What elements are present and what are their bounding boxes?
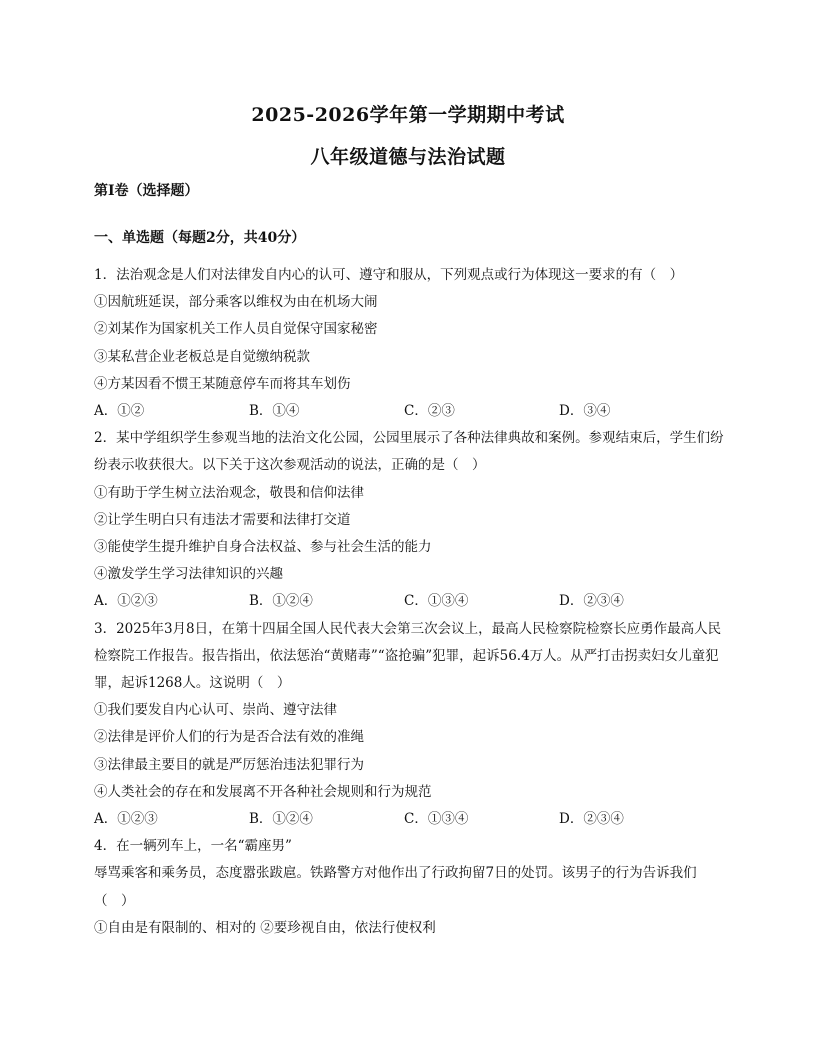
question-list — [94, 262, 734, 942]
statement-item: ③法律最主要目的就是严厉惩治违法犯罪行为 — [94, 756, 364, 773]
option-c[interactable]: C．①③④ — [404, 811, 469, 828]
statement-item: ③某私营企业老板总是自觉缴纳税款 — [94, 348, 310, 365]
answer-options — [94, 588, 734, 615]
statement-item: ②法律是评价人们的行为是否合法有效的准绳 — [94, 729, 364, 746]
option-c[interactable]: C．②③ — [404, 403, 455, 420]
option-d[interactable]: D．③④ — [559, 403, 611, 420]
question-stem-continued: 辱骂乘客和乘务员，态度嚣张跋扈。铁路警方对他作出了行政拘留7日的处罚。该男子的行为告诉我们 — [94, 865, 697, 882]
statement-item: ①因航班延误，部分乘客以维权为由在机场大闹 — [94, 294, 378, 311]
exam-subtitle: 八年级道德与法治试题 — [310, 146, 506, 168]
statement-item: ②让学生明白只有违法才需要和法律打交道 — [94, 511, 351, 528]
option-c[interactable]: C．①③④ — [404, 593, 469, 610]
statement-item: ①有助于学生树立法治观念，敬畏和信仰法律 — [94, 484, 364, 501]
option-b[interactable]: B．①④ — [249, 403, 300, 420]
statement-item: ②刘某作为国家机关工作人员自觉保守国家秘密 — [94, 321, 378, 338]
option-a[interactable]: A．①② — [94, 403, 145, 420]
question-stem: 4．在一辆列车上，一名“霸座男” — [94, 838, 292, 855]
answer-options — [94, 398, 734, 425]
statement-item: ④人类社会的存在和发展离不开各种社会规则和行为规范 — [94, 783, 432, 800]
question-stem: 1．法治观念是人们对法律发自内心的认可、遵守和服从，下列观点或行为体现这一要求的有（ ） — [94, 267, 684, 283]
part-heading: 第Ⅰ卷（选择题） — [94, 183, 199, 199]
question-stem: 3．2025年3月8日，在第十四届全国人民代表大会第三次会议上，最高人民检察院检察长应勇作最高人民检察院工作报告。报告指出，依法惩治“黄赌毒”“盗抢骗”犯罪，起诉56.4万人。从严打击拐卖妇女儿童犯罪，起诉1268人。这说明（ ） — [94, 620, 722, 692]
option-d[interactable]: D．②③④ — [559, 593, 624, 610]
option-a[interactable]: A．①②③ — [94, 811, 158, 828]
option-a[interactable]: A．①②③ — [94, 593, 158, 610]
statement-item: ④方某因看不惯王某随意停车而将其车划伤 — [94, 375, 351, 392]
option-d[interactable]: D．②③④ — [559, 811, 624, 828]
statement-item: ①自由是有限制的、相对的 ②要珍视自由，依法行使权利 — [94, 919, 436, 936]
answer-options — [94, 806, 734, 833]
question-stem-bracket: （ ） — [94, 892, 135, 909]
option-b[interactable]: B．①②④ — [249, 593, 313, 610]
section-heading: 一、单选题（每题2分，共40分） — [94, 230, 306, 246]
option-b[interactable]: B．①②④ — [249, 811, 313, 828]
statement-item: ④激发学生学习法律知识的兴趣 — [94, 566, 283, 583]
question-stem: 2．某中学组织学生参观当地的法治文化公园，公园里展示了各种法律典故和案例。参观结束后，学生们纷纷表示收获很大。以下关于这次参观活动的说法，正确的是（ ） — [94, 430, 724, 474]
exam-title: 2025-2026学年第一学期期中考试 — [251, 104, 565, 126]
statement-item: ①我们要发自内心认可、崇尚、遵守法律 — [94, 702, 337, 719]
statement-item: ③能使学生提升维护自身合法权益、参与社会生活的能力 — [94, 539, 432, 556]
